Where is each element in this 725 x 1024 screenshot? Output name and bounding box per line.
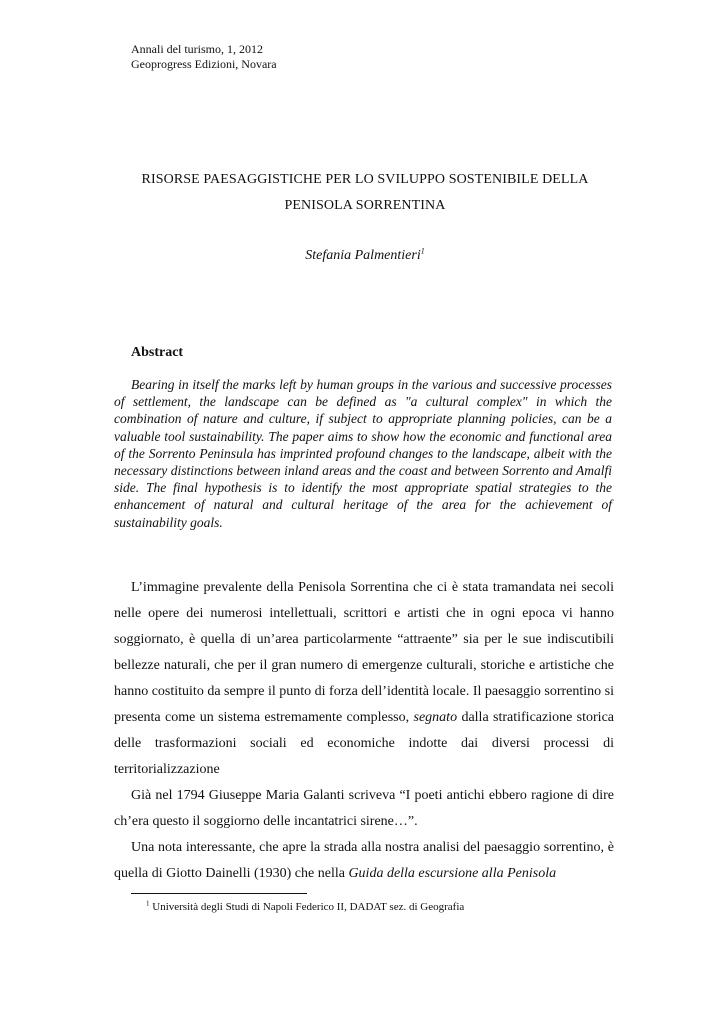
abstract-text: Bearing in itself the marks left by human groups in the various and successive processes of settlement, the landscape can be defined as "a cultural complex" in which the combination of nature and culture, if subject to appropriate planning policies, can be a valuable tool sustainability. The paper aims to show how the economic and functional area of the Sorrento Peninsula has imprinted profound changes to the landscape, albeit with the necessary distinctions between inland areas and the coast and between Sorrento and Amalfi side. The final hypothesis is to identify the most appropriate spatial strategies to the enhancement of natural and cultural heritage of the area for the achievement of sustainability goals. — [114, 377, 612, 530]
title-line-1: RISORSE PAESAGGISTICHE PER LO SVILUPPO SOSTENIBILE DELLA — [141, 172, 589, 187]
paper-title — [120, 167, 610, 219]
paragraph-3-text: Una nota interessante, che apre la strada alla nostra analisi del paesaggio sorrentino, è quella di Giotto Dainelli (1930) che nella — [114, 840, 614, 881]
paragraph-3-emphasis: Guida della escursione alla Penisola — [348, 866, 557, 881]
journal-header — [131, 42, 277, 72]
paragraph-1-emphasis: segnato — [413, 710, 458, 725]
body-text — [114, 575, 614, 887]
publisher-line: Geoprogress Edizioni, Novara — [131, 57, 277, 71]
body-paragraph: Già nel 1794 Giuseppe Maria Galanti scriveva “I poeti antichi ebbero ragione di dire ch’era questo il soggiorno delle incantatrici sirene…”. — [114, 788, 614, 829]
abstract-heading: Abstract — [131, 345, 184, 360]
author-footnote-mark[interactable]: 1 — [420, 246, 425, 256]
footnote-mark: 1 — [146, 899, 150, 908]
paragraph-1-text-a: L’immagine prevalente della Penisola Sorrentina che ci è stata tramandata nei secoli nelle opere dei numerosi intellettuali, scrittori e artisti che in ogni epoca vi hanno soggiornato, è quella di un’area particolarmente “attraente” sia per le sue indiscutibili bellezze naturali, che per il gran numero di emergenze culturali, storiche e artistiche che hanno costituito da sempre il punto di forza dell’identità locale. Il paesaggio sorrentino si presenta come un sistema estremamente complesso, — [114, 580, 614, 725]
paragraph-1-text-b: dalla stratificazione storica delle trasformazioni sociali ed economiche indotte dai diversi processi di territorializzazione — [114, 710, 615, 777]
title-line-2: PENISOLA SORRENTINA — [284, 198, 446, 213]
footnote-divider — [131, 893, 307, 894]
journal-title-line: Annali del turismo, 1, 2012 — [131, 42, 263, 56]
body-paragraph — [114, 575, 614, 783]
author-name: Stefania Palmentieri — [305, 248, 421, 263]
body-paragraph — [114, 835, 614, 887]
author — [120, 248, 610, 264]
footnote-text: Università degli Studi di Napoli Federico II, DADAT sez. di Geografia — [152, 901, 465, 913]
footnote — [146, 901, 464, 913]
